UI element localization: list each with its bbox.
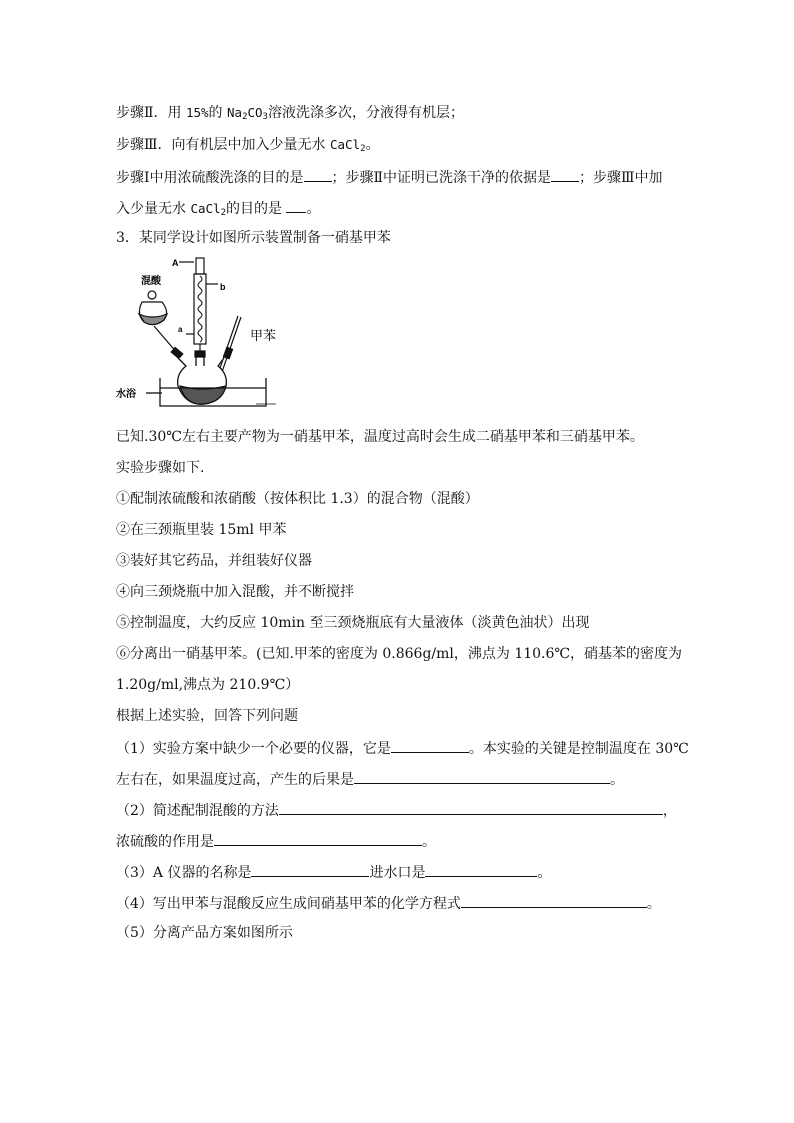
- step-item: ③装好其它药品，并组装好仪器: [116, 553, 312, 569]
- known-info: 已知.30℃左右主要产物为一硝基甲苯，温度过高时会生成二硝基甲苯和三硝基甲苯。: [116, 429, 644, 445]
- q2-line1: （2）简述配制混酸的方法 ，: [116, 799, 677, 821]
- condenser: [179, 258, 218, 357]
- step6-line1: ⑥分离出一硝基甲苯。(已知.甲苯的密度为 0.866g/ml，沸点为 110.6℃，硝基苯的密度为: [116, 646, 683, 662]
- answer-blank[interactable]: [251, 861, 369, 877]
- chem-formula: CaCl$_2$: [190, 201, 226, 218]
- steps-heading: 实验步骤如下.: [116, 460, 205, 476]
- q2-line2: 浓硫酸的作用是 。: [116, 830, 436, 852]
- apparatus-diagram: [116, 254, 291, 409]
- chem-formula: $Na_2CO_3$: [227, 105, 268, 122]
- label-a: a: [178, 325, 183, 334]
- step-item: ②在三颈瓶里装 15ml 甲苯: [116, 522, 287, 538]
- q5-line: （5）分离产品方案如图所示: [116, 925, 293, 941]
- chem-formula: CaCl$_2$: [329, 137, 366, 154]
- q4-line: （4）写出甲苯与混酸反应生成间硝基甲苯的化学方程式 。: [116, 892, 661, 914]
- label-water-bath: 水浴: [116, 389, 136, 400]
- label-mixed-acid: 混酸: [141, 276, 161, 287]
- step-item: ①配制浓硫酸和浓硝酸（按体积比 1.3）的混合物（混酸）: [116, 491, 479, 507]
- step3-line: 步骤Ⅲ．向有机层中加入少量无水 CaCl$_2$。: [116, 137, 380, 154]
- dropping-funnel: [139, 291, 183, 359]
- step2-line: 步骤Ⅱ．用 15%的 $Na_2CO_3$溶液洗涤多次，分液得有机层；: [116, 105, 464, 122]
- answer-blank[interactable]: [304, 166, 332, 182]
- label-b: b: [220, 282, 226, 292]
- q1-line2: 左右在，如果温度过高，产生的后果是 。: [116, 768, 624, 790]
- answer-blank[interactable]: [425, 861, 537, 877]
- label-toluene: 甲苯: [250, 328, 277, 343]
- answer-blank[interactable]: [391, 737, 469, 753]
- answer-blank[interactable]: [551, 166, 579, 182]
- label-A: A: [172, 258, 179, 268]
- step-item: ④向三颈烧瓶中加入混酸，并不断搅拌: [116, 584, 354, 600]
- q3-line: （3）A 仪器的名称是 进水口是 。: [116, 861, 551, 883]
- steps-question-line1: 步骤Ⅰ中用浓硫酸洗涤的目的是 ；步骤Ⅱ中证明已洗涤干净的依据是 ；步骤Ⅲ中加: [116, 166, 663, 188]
- problem3-title: 3．某同学设计如图所示装置制备一硝基甲苯: [116, 230, 391, 246]
- answer-blank[interactable]: [461, 892, 647, 908]
- step6-line2: 1.20g/ml,沸点为 210.9℃）: [116, 677, 300, 693]
- steps-question-line2: 入少量无水 CaCl$_2$的目的是 。: [116, 197, 320, 219]
- answer-blank[interactable]: [354, 768, 610, 784]
- answer-blank[interactable]: [214, 830, 422, 846]
- answer-blank[interactable]: [286, 197, 306, 213]
- answer-blank[interactable]: [279, 799, 663, 815]
- q1-line1: （1）实验方案中缺少一个必要的仪器，它是 。本实验的关键是控制温度在 30℃: [116, 737, 689, 759]
- three-neck-flask: [178, 356, 227, 404]
- step-item: ⑤控制温度，大约反应 10min 至三颈烧瓶底有大量液体（淡黄色油状）出现: [116, 615, 590, 631]
- answer-prompt: 根据上述实验，回答下列问题: [116, 708, 298, 724]
